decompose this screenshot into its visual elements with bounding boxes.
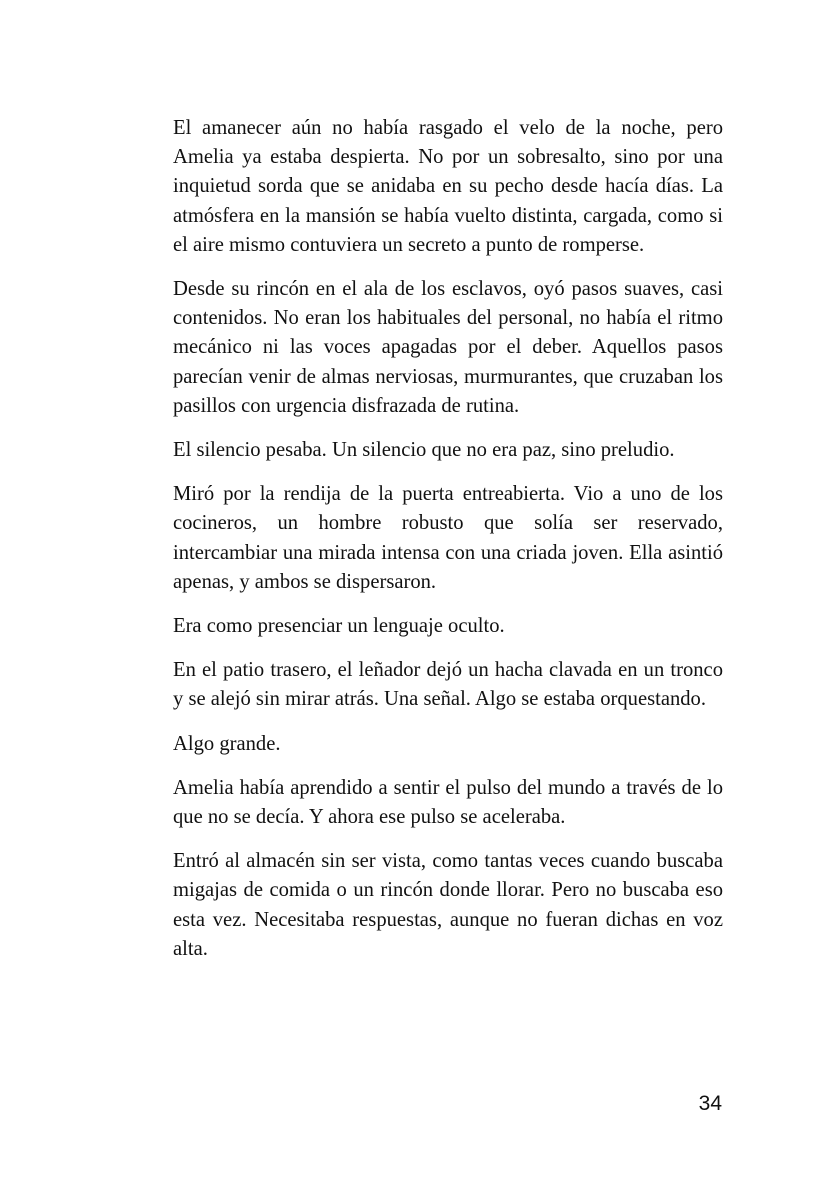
paragraph: Algo grande.: [173, 732, 281, 755]
paragraph: En el patio trasero, el leñador dejó un hacha clavada en un tronco y se alejó sin mirar atrás. Una señal. Algo se estaba orquestando.: [173, 659, 723, 711]
body-text: [173, 114, 723, 964]
paragraph: Era como presenciar un lenguaje oculto.: [173, 615, 505, 638]
paragraph: Desde su rincón en el ala de los esclavos, oyó pasos suaves, casi contenidos. No eran los habituales del personal, no había el ritmo mecánico ni las voces apagadas por el deber. Aquellos pasos parecían venir de almas nerviosas, murmurantes, que cruzaban los pasillos con urgencia disfrazada de rutina.: [173, 278, 723, 417]
paragraph: El silencio pesaba. Un silencio que no era paz, sino preludio.: [173, 439, 675, 462]
paragraph: Amelia había aprendido a sentir el pulso del mundo a través de lo que no se decía. Y ahora ese pulso se aceleraba.: [173, 776, 723, 829]
paragraph: El amanecer aún no había rasgado el velo de la noche, pero Amelia ya estaba despierta. No por un sobresalto, sino por una inquietud sorda que se anidaba en su pecho desde hacía días. La atmósfera en la mansión se había vuelto distinta, cargada, como si el aire mismo contuviera un secreto a punto de romperse.: [173, 117, 723, 256]
page-number: 34: [698, 1092, 722, 1115]
paragraph: Miró por la rendija de la puerta entreabierta. Vio a uno de los cocineros, un hombre robusto que solía ser reservado, intercambiar una mirada intensa con una criada joven. Ella asintió apenas, y ambos se dispersaron.: [173, 483, 723, 593]
paragraph: Entró al almacén sin ser vista, como tantas veces cuando buscaba migajas de comida o un rincón donde llorar. Pero no buscaba eso esta vez. Necesitaba respuestas, aunque no fueran dichas en voz alta.: [173, 850, 723, 960]
